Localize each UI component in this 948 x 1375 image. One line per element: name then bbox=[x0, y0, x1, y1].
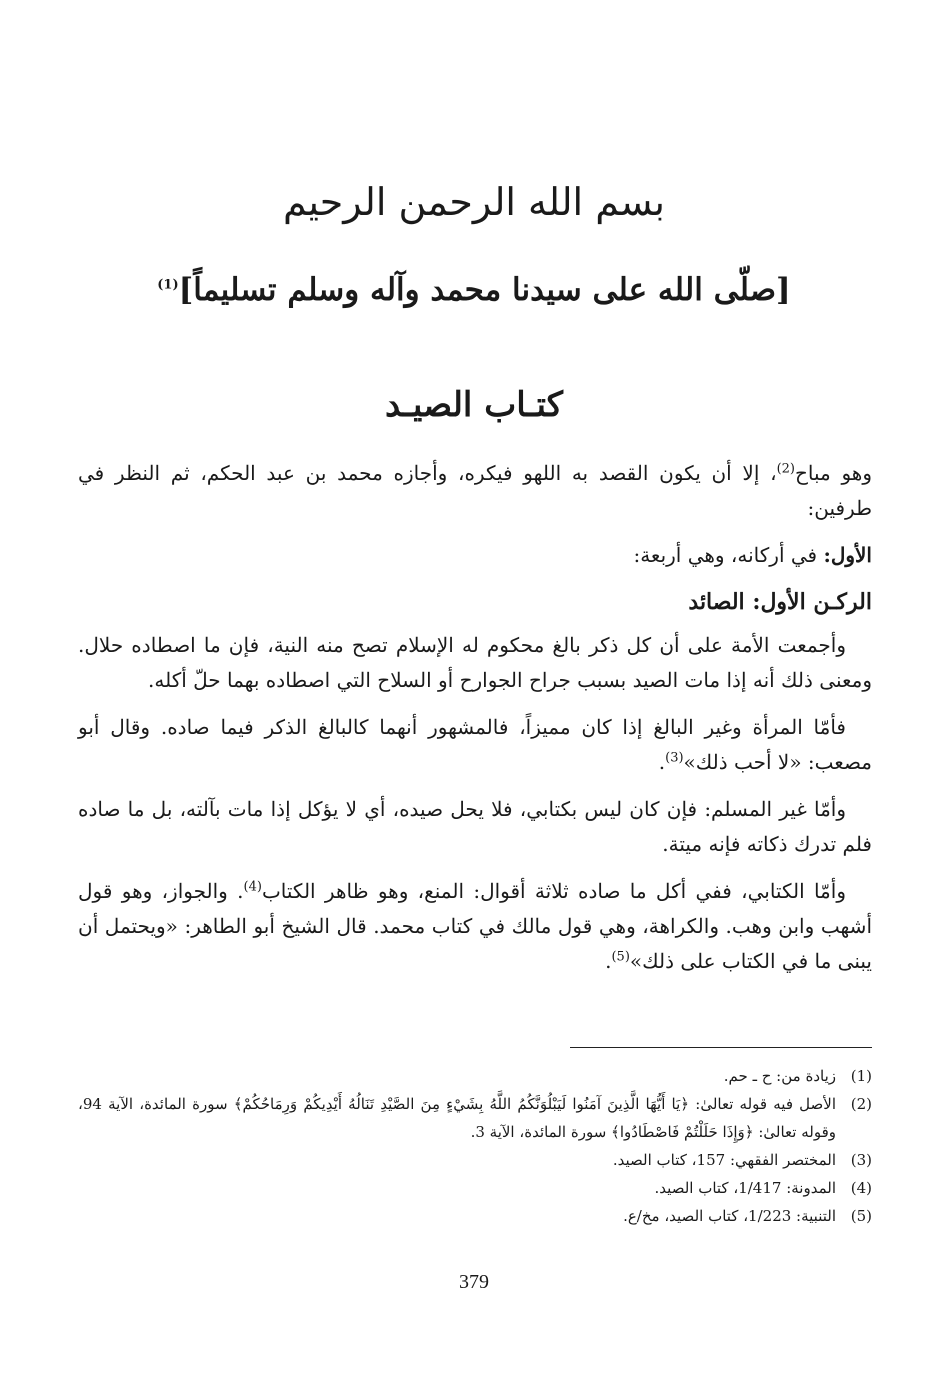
footnote bbox=[78, 1174, 872, 1202]
footnote-number: (2) bbox=[850, 1095, 872, 1113]
footnote-ref: (3) bbox=[665, 750, 684, 766]
footnote bbox=[78, 1202, 872, 1230]
chapter-title: كتـاب الصيـد bbox=[385, 385, 563, 425]
footnote-ref: (1) bbox=[157, 277, 179, 293]
paragraph bbox=[78, 628, 872, 698]
paragraph-text: ، إلا أن يكون القصد به اللهو فيكره، وأجازه محمد بن عبد الحكم، ثم النظر في طرفين: bbox=[78, 461, 872, 520]
paragraph-text: وأمّا الكتابي، ففي أكل ما صاده ثلاثة أقوال: المنع، وهو ظاهر الكتاب bbox=[261, 879, 846, 903]
page-number: 379 bbox=[459, 1271, 489, 1293]
salawat-text: [صلّى الله على سيدنا محمد وآله وسلم تسليماً] bbox=[178, 272, 791, 308]
footnote-text: المختصر الفقهي: 157، كتاب الصيد. bbox=[612, 1151, 836, 1169]
paragraph bbox=[78, 710, 872, 780]
section-label: الأول: bbox=[823, 543, 872, 567]
paragraph-text: فأمّا المرأة وغير البالغ إذا كان مميزاً، فالمشهور أنهما كالبالغ الذكر فيما صاده. وقال أبو مصعب: «لا أحب ذلك» bbox=[78, 715, 872, 774]
paragraph-text: . bbox=[605, 949, 612, 973]
footnote-ref: (4) bbox=[243, 879, 262, 895]
paragraph bbox=[78, 538, 872, 573]
footnote-ref: (5) bbox=[611, 949, 630, 965]
paragraph bbox=[78, 874, 872, 979]
footnote-text: زيادة من: ح ـ حم. bbox=[723, 1067, 836, 1085]
paragraph bbox=[78, 456, 872, 526]
paragraph-text: في أركانه، وهي أربعة: bbox=[633, 543, 824, 567]
footnote-number: (5) bbox=[850, 1207, 872, 1225]
footnote-text: المدونة: 1/417، كتاب الصيد. bbox=[654, 1179, 836, 1197]
main-text bbox=[78, 456, 872, 991]
paragraph-text: وأجمعت الأمة على أن كل ذكر بالغ محكوم له الإسلام تصح منه النية، فإن ما اصطاده حلال. ومعنى ذلك أنه إذا مات الصيد بسبب جراح الجوارح أو السلاح التي اصطاده بهما حلّ أكله. bbox=[78, 633, 872, 692]
footnote-text: التنبية: 1/223، كتاب الصيد، مخ/ع. bbox=[623, 1207, 836, 1225]
footnote-ref: (2) bbox=[776, 461, 795, 477]
footnote-number: (1) bbox=[850, 1067, 872, 1085]
footnote bbox=[78, 1146, 872, 1174]
footnote-text: الأصل فيه قوله تعالىٰ: ﴿يَا أَيُّهَا الَّذِينَ آمَنُوا لَيَبْلُوَنَّكُمُ اللَّهُ بِشَيْءٍ مِنَ الصَّيْدِ تَنَالُهُ أَيْدِيكُمْ وَرِمَاحُكُمْ﴾ سورة المائدة، الآية 94، وقوله تعالىٰ: ﴿وَإِذَا حَلَلْتُمْ فَاصْطَادُوا﴾ سورة المائدة، الآية 3. bbox=[78, 1095, 836, 1141]
section-heading: الركـن الأول: الصائد bbox=[688, 589, 872, 615]
basmala-calligraphy: بسم الله الرحمن الرحيم bbox=[283, 180, 665, 224]
footnotes bbox=[78, 1062, 872, 1230]
paragraph bbox=[78, 792, 872, 862]
footnote-number: (3) bbox=[850, 1151, 872, 1169]
paragraph-text: . bbox=[658, 750, 666, 774]
salawat-heading bbox=[0, 272, 948, 308]
footnote-separator bbox=[570, 1047, 872, 1048]
footnote-number: (4) bbox=[850, 1179, 872, 1197]
paragraph-text: وأمّا غير المسلم: فإن كان ليس بكتابي، فلا يحل صيده، أي لا يؤكل إذا مات بآلته، بل ما صاده فلم تدرك ذكاته فإنه ميتة. bbox=[78, 797, 872, 856]
footnote bbox=[78, 1090, 872, 1146]
footnote bbox=[78, 1062, 872, 1090]
paragraph-text: . والجواز، وهو قول أشهب وابن وهب. والكراهة، وهي قول مالك في كتاب محمد. قال الشيخ أبو الطاهر: «ويحتمل أن يبنى ما في الكتاب على ذلك» bbox=[78, 879, 872, 973]
paragraph-text: وهو مباح bbox=[795, 461, 872, 485]
